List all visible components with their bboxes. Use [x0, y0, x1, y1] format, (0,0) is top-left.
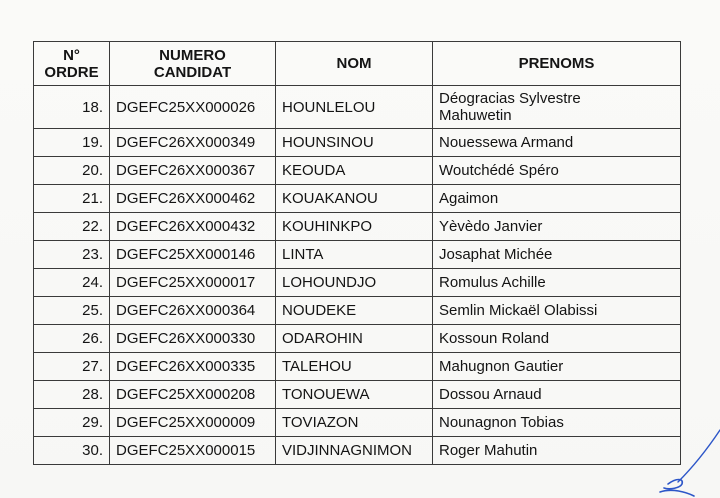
last-name-cell: TOVIAZON	[276, 409, 433, 437]
table-row	[34, 409, 681, 437]
first-names-line: Mahugnon Gautier	[439, 358, 564, 375]
first-names-cell	[433, 129, 681, 157]
last-name-cell: TONOUEWA	[276, 381, 433, 409]
table-row	[34, 241, 681, 269]
order-number-cell: 18.	[34, 86, 110, 129]
first-names-line: Mahuwetin	[439, 107, 512, 124]
table-row	[34, 185, 681, 213]
order-number-cell: 19.	[34, 129, 110, 157]
first-names-line: Romulus Achille	[439, 274, 546, 291]
last-name-cell: HOUNLELOU	[276, 86, 433, 129]
first-names-line: Yèvèdo Janvier	[439, 218, 543, 235]
table-row	[34, 129, 681, 157]
header-first-names: PRENOMS	[433, 42, 681, 86]
header-order	[34, 42, 110, 86]
header-order-line1: N°	[63, 46, 80, 64]
candidate-number-cell: DGEFC25XX000017	[110, 269, 276, 297]
candidate-number-cell: DGEFC26XX000364	[110, 297, 276, 325]
last-name-cell: VIDJINNAGNIMON	[276, 437, 433, 465]
candidate-number-cell: DGEFC25XX000026	[110, 86, 276, 129]
candidate-number-cell: DGEFC26XX000462	[110, 185, 276, 213]
first-names-line: Semlin Mickaël Olabissi	[439, 302, 598, 319]
first-names-cell	[433, 297, 681, 325]
candidate-number-cell: DGEFC26XX000349	[110, 129, 276, 157]
candidate-number-cell: DGEFC25XX000146	[110, 241, 276, 269]
handwritten-signature-icon	[650, 408, 720, 498]
table-row	[34, 353, 681, 381]
candidate-table	[33, 41, 681, 465]
first-names-line: Nounagnon Tobias	[439, 414, 564, 431]
table-row	[34, 297, 681, 325]
order-number-cell: 27.	[34, 353, 110, 381]
last-name-cell: KOUAKANOU	[276, 185, 433, 213]
last-name-cell: NOUDEKE	[276, 297, 433, 325]
candidate-number-cell: DGEFC26XX000330	[110, 325, 276, 353]
first-names-cell	[433, 86, 681, 129]
header-candidate-line2: CANDIDAT	[153, 63, 232, 81]
header-candidate-line1: NUMERO	[159, 46, 226, 64]
table-row	[34, 325, 681, 353]
order-number-cell: 23.	[34, 241, 110, 269]
last-name-cell: LINTA	[276, 241, 433, 269]
order-number-cell: 20.	[34, 157, 110, 185]
table-row	[34, 86, 681, 129]
order-number-cell: 25.	[34, 297, 110, 325]
first-names-line: Kossoun Roland	[439, 330, 550, 347]
first-names-line: Dossou Arnaud	[439, 386, 542, 403]
order-number-cell: 21.	[34, 185, 110, 213]
first-names-cell	[433, 353, 681, 381]
first-names-cell	[433, 157, 681, 185]
table-row	[34, 381, 681, 409]
order-number-cell: 30.	[34, 437, 110, 465]
order-number-cell: 24.	[34, 269, 110, 297]
last-name-cell: KEOUDA	[276, 157, 433, 185]
table-row	[34, 269, 681, 297]
last-name-cell: HOUNSINOU	[276, 129, 433, 157]
first-names-cell	[433, 269, 681, 297]
first-names-cell	[433, 437, 681, 465]
first-names-line: Josaphat Michée	[439, 246, 553, 263]
candidate-number-cell: DGEFC26XX000432	[110, 213, 276, 241]
last-name-cell: TALEHOU	[276, 353, 433, 381]
table-row	[34, 213, 681, 241]
header-candidate	[110, 42, 276, 86]
first-names-cell	[433, 213, 681, 241]
last-name-cell: LOHOUNDJO	[276, 269, 433, 297]
candidate-number-cell: DGEFC26XX000367	[110, 157, 276, 185]
order-number-cell: 29.	[34, 409, 110, 437]
first-names-cell	[433, 325, 681, 353]
table-row	[34, 437, 681, 465]
last-name-cell: ODAROHIN	[276, 325, 433, 353]
candidate-number-cell: DGEFC25XX000015	[110, 437, 276, 465]
last-name-cell: KOUHINKPO	[276, 213, 433, 241]
first-names-cell	[433, 409, 681, 437]
candidate-number-cell: DGEFC26XX000335	[110, 353, 276, 381]
order-number-cell: 28.	[34, 381, 110, 409]
first-names-cell	[433, 241, 681, 269]
first-names-line: Roger Mahutin	[439, 442, 538, 459]
first-names-cell	[433, 185, 681, 213]
order-number-cell: 22.	[34, 213, 110, 241]
order-number-cell: 26.	[34, 325, 110, 353]
table-row	[34, 157, 681, 185]
header-name: NOM	[276, 42, 433, 86]
header-order-line2: ORDRE	[44, 63, 99, 81]
first-names-line: Nouessewa Armand	[439, 134, 574, 151]
table-header-row	[34, 42, 681, 86]
candidate-number-cell: DGEFC25XX000009	[110, 409, 276, 437]
first-names-cell	[433, 381, 681, 409]
first-names-line: Déogracias Sylvestre	[439, 90, 581, 107]
first-names-line: Agaimon	[439, 190, 499, 207]
first-names-line: Woutchédé Spéro	[439, 162, 559, 179]
candidate-number-cell: DGEFC25XX000208	[110, 381, 276, 409]
